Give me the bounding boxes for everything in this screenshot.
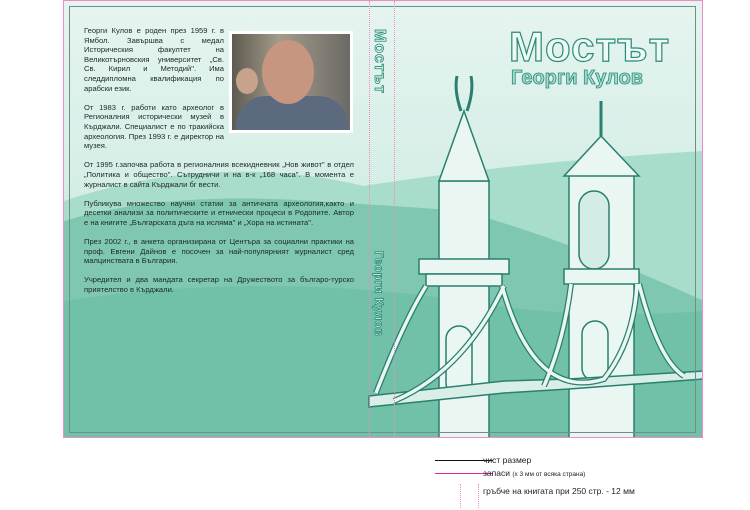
book-cover-spread: [63, 0, 703, 438]
legend-bleed-label: запаси: [483, 468, 510, 478]
bio-paragraph: Учредител и два мандата секретар на Дружеството за българо-турско приятелство в Кърджали.: [84, 275, 354, 295]
spine-guide-right: [394, 1, 395, 438]
book-title: Мостът: [509, 23, 671, 70]
bio-paragraph: Публикува множество научни статии за античната археология,както и десетки анализи за политическите и етнически процеси в Родопите. Автор е на книгите „Българската дъга на исляма" и „Хора на истината".: [84, 198, 354, 227]
bio-paragraph: От 1995 г.започва работа в регионалния всекидневник „Нов живот" в отдел „Политика и общество". Сътрудничи и на в-к „168 часа". В момента е журналист в сайта Кърджали бг вести.: [84, 160, 354, 189]
legend-bleed-text: [483, 468, 585, 478]
legend-bleed-note: (х 3 мм от всяка страна): [512, 471, 586, 478]
spine-swatch-right: [478, 484, 479, 508]
bio-paragraph: Георги Кулов е роден през 1959 г. в Ямбол. Завършва с медал Историческия факултет на Великотърновския университет „Св. Св. Кирил и Методий". Има следдипломна квалификация по арабски език.: [84, 26, 224, 93]
bio-paragraph: През 2002 г., в анкета организирана от Центъра за социални практики на проф. Евгени Дайнов е посочен за най-популярният журналист сред малцинствата в България.: [84, 237, 354, 266]
legend-spine-label: гръбче на книгата при 250 стр. - 12 мм: [483, 486, 635, 496]
bio-paragraph: От 1983 г. работи като археолог в Регионалния исторически музей в Кърджали. Специалист е по тракийска археология. През 1993 г. е директор на музея.: [84, 102, 224, 151]
legend-trim-label: чист размер: [483, 455, 532, 465]
spine-title: Мостът: [371, 29, 388, 95]
author-photo: [229, 31, 353, 133]
spine-author: Георги Кулов: [372, 251, 386, 337]
book-author: Георги Кулов: [511, 67, 644, 89]
spine-swatch-left: [460, 484, 461, 508]
